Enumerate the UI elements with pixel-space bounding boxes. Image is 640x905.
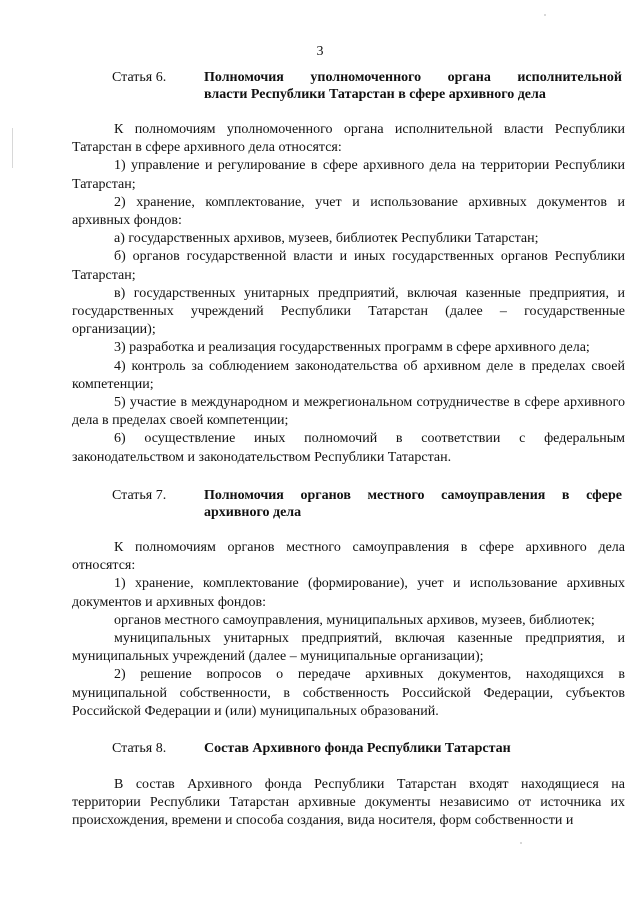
paragraph: 2) хранение, комплектование, учет и использование архивных документов и архивных фондов: xyxy=(72,194,625,229)
article-8-body xyxy=(72,776,625,831)
article-label: Статья 7. xyxy=(112,488,167,503)
article-title-line: архивного дела xyxy=(204,505,302,520)
paragraph: 1) управление и регулирование в сфере архивного дела на территории Республики Татарстан; xyxy=(72,158,625,192)
paragraph: б) органов государственной власти и иных государственных органов Республики Татарстан; xyxy=(72,249,625,283)
paragraph: 6) осуществление иных полномочий в соответствии с федеральным законодательством и законодательством Республики Татарстан. xyxy=(72,431,625,465)
paragraph: 4) контроль за соблюдением законодательства об архивном деле в пределах своей компетенции; xyxy=(72,358,625,392)
paragraph: 3) разработка и реализация государственных программ в сфере архивного дела; xyxy=(114,340,590,356)
article-6-body xyxy=(72,121,625,467)
paragraph: органов местного самоуправления, муниципальных архивов, музеев, библиотек; xyxy=(114,612,595,628)
article-title-line: Полномочия уполномоченного органа исполнительной xyxy=(204,70,622,85)
article-label: Статья 6. xyxy=(112,70,167,85)
scan-speck xyxy=(544,14,546,16)
paragraph: в) государственных унитарных предприятий, включая казенные предприятия, и государственных учреждений Республики Татарстан (далее – государственные организации); xyxy=(72,285,625,338)
article-label: Статья 8. xyxy=(112,741,167,756)
page-number: 3 xyxy=(316,44,324,59)
article-7-body xyxy=(72,539,625,721)
article-title-line: Состав Архивного фонда Республики Татарстан xyxy=(204,741,511,756)
article-title xyxy=(204,740,622,757)
article-title xyxy=(204,487,622,521)
article-title-line: власти Республики Татарстан в сфере архивного дела xyxy=(204,87,546,102)
paragraph: К полномочиям органов местного самоуправления в сфере архивного дела относятся: xyxy=(72,540,625,574)
paragraph: 2) решение вопросов о передаче архивных документов, находящихся в муниципальной собственности, в собственность Российской Федерации, субъектов Российской Федерации и (или) муниципальных образований. xyxy=(72,667,625,719)
paragraph: К полномочиям уполномоченного органа исполнительной власти Республики Татарстан в сфере архивного дела относятся: xyxy=(72,122,625,156)
paragraph: В состав Архивного фонда Республики Татарстан входят находящиеся на территории Республики Татарстан архивные документы независимо от источника их происхождения, времени и способа создания, вида носителя, форм собственности и xyxy=(72,777,625,829)
paragraph: 5) участие в международном и межрегиональном сотрудничестве в сфере архивного дела в пределах своей компетенции; xyxy=(72,395,625,429)
article-title-line: Полномочия органов местного самоуправления в сфере xyxy=(204,488,622,503)
article-title xyxy=(204,69,622,103)
paragraph: 1) хранение, комплектование (формирование), учет и использование архивных документов и архивных фондов: xyxy=(72,576,625,610)
scan-speck xyxy=(520,842,522,844)
scan-margin-mark xyxy=(12,128,13,168)
paragraph: муниципальных унитарных предприятий, включая казенные предприятия, и муниципальных учреждений (далее – муниципальные организации); xyxy=(72,631,625,665)
paragraph: а) государственных архивов, музеев, библиотек Республики Татарстан; xyxy=(114,231,539,247)
